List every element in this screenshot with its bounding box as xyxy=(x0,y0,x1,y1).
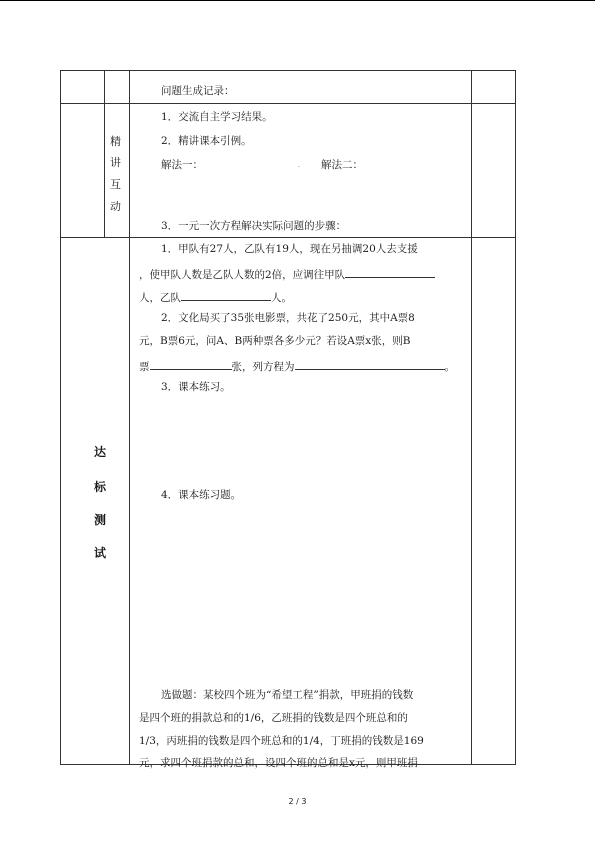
q2-text: 张，列方程为 xyxy=(231,361,295,373)
question-record-label: 问题生成记录： xyxy=(161,85,235,97)
stray-mark: . xyxy=(298,162,300,169)
test-char: 达 xyxy=(94,445,107,459)
interaction-char: 精 xyxy=(110,135,121,148)
test-char: 试 xyxy=(94,546,107,560)
interaction-char: 动 xyxy=(110,200,121,213)
q4-text: 4．课本练习题。 xyxy=(161,489,242,501)
optional-line-4: 元，求四个班捐款的总和，设四个班的总和是x元，则甲班捐 xyxy=(139,757,418,769)
optional-line-2: 是四个班的捐款总和的1/6，乙班捐的钱数是四个班总和的 xyxy=(139,712,408,724)
header-rule xyxy=(0,0,595,1)
q2-text: 。 xyxy=(444,361,455,373)
q1-text: 人，乙队 xyxy=(139,292,181,304)
q1-text: ，使甲队人数是乙队人数的2倍，应调往甲队 xyxy=(139,269,346,281)
method-two-label: 解法二： xyxy=(321,159,363,171)
interaction-item-1: 1．交流自主学习结果。 xyxy=(161,111,273,123)
q2-text: 票 xyxy=(139,361,150,373)
interaction-item-2: 2．精讲课本引例。 xyxy=(161,135,252,147)
q2-line-1: 2．文化局买了35张电影票，共花了250元，其中A票8 xyxy=(161,312,415,324)
q1-line-1: 1．甲队有27人，乙队有19人，现在另抽调20人去支援 xyxy=(161,243,418,255)
q1-line-3 xyxy=(139,289,292,305)
answer-blank xyxy=(150,358,232,370)
q2-line-3 xyxy=(139,358,455,374)
answer-blank xyxy=(295,358,445,370)
answer-blank xyxy=(345,266,435,278)
q2-line-2: 元，B票6元，问A、B两种票各多少元？若设A票x张，则B xyxy=(139,335,411,347)
method-one-label: 解法一： xyxy=(161,159,203,171)
interaction-char: 讲 xyxy=(110,156,121,169)
optional-line-1: 选做题：某校四个班为“希望工程”捐款，甲班捐的钱数 xyxy=(161,689,414,701)
answer-blank xyxy=(181,289,271,301)
test-char: 测 xyxy=(94,513,107,527)
test-char: 标 xyxy=(94,480,107,494)
interaction-char: 互 xyxy=(110,178,121,191)
interaction-item-3: 3．一元一次方程解决实际问题的步骤： xyxy=(161,220,347,232)
q1-text: 人。 xyxy=(271,292,292,304)
q1-line-2 xyxy=(139,266,435,282)
q3-text: 3．课本练习。 xyxy=(161,381,231,393)
page-number: 2 / 3 xyxy=(288,797,307,806)
optional-line-3: 1/3，丙班捐的钱数是四个班总和的1/4，丁班捐的钱数是169 xyxy=(139,735,424,747)
